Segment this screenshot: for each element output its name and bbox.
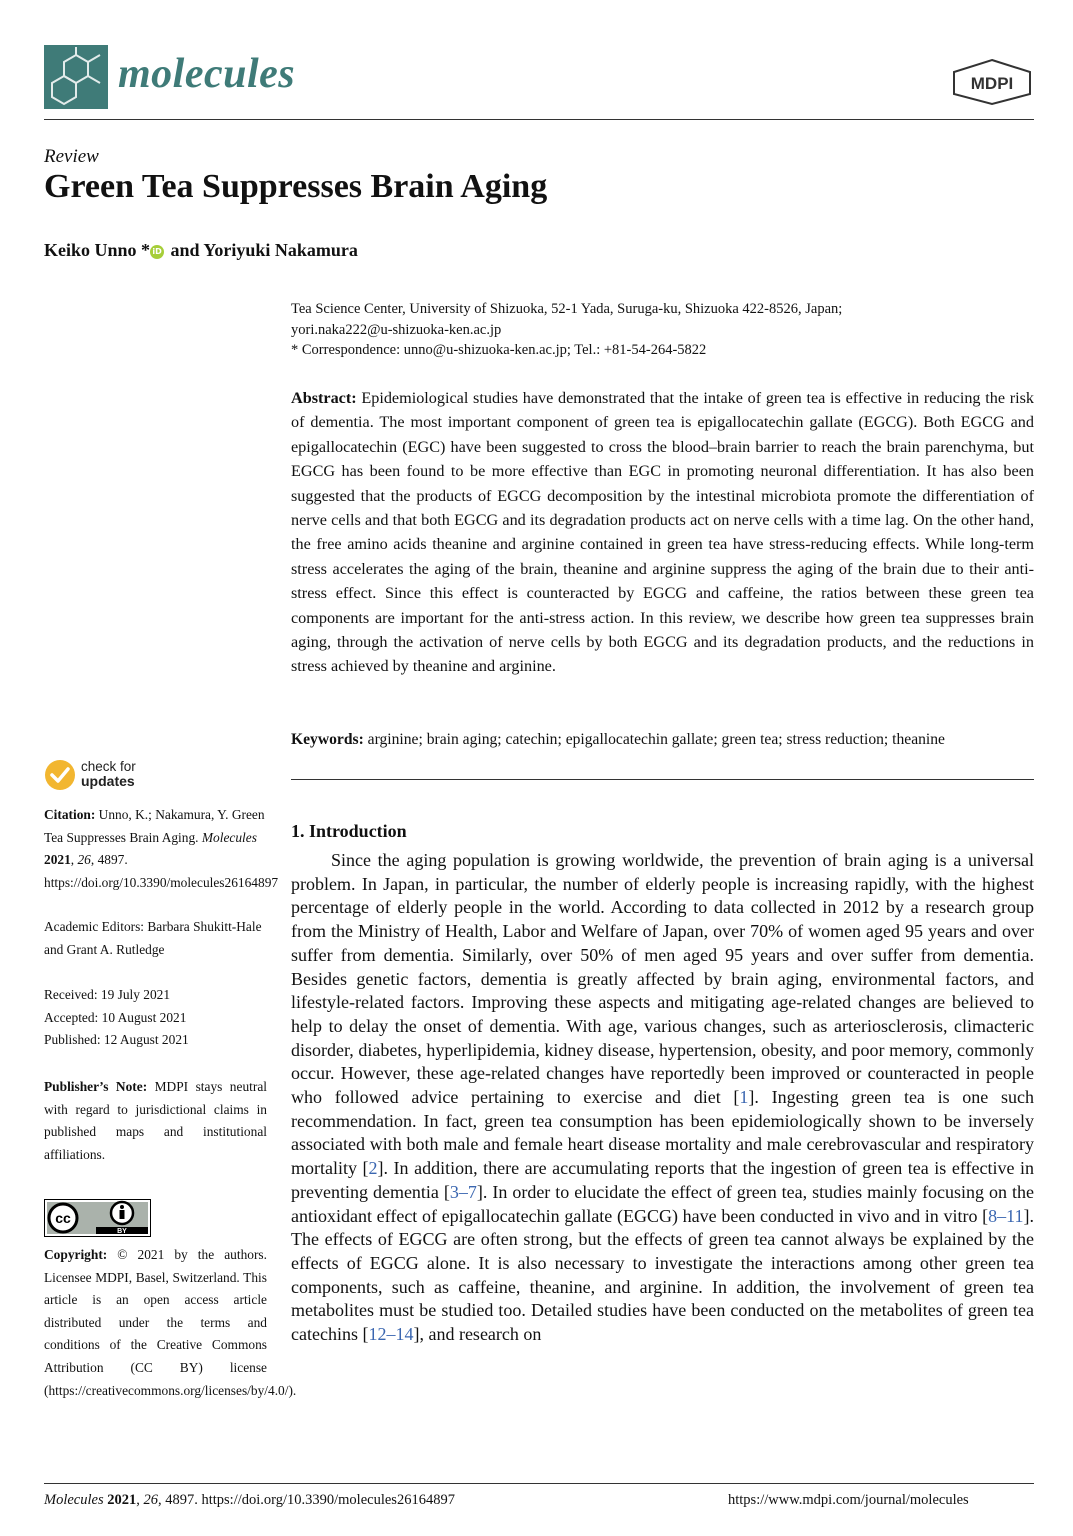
accepted-date: Accepted: 10 August 2021 (44, 1009, 187, 1025)
orcid-icon[interactable]: iD (150, 245, 164, 259)
section-divider (291, 779, 1034, 780)
svg-text:cc: cc (55, 1210, 71, 1226)
publisher-note (44, 1076, 267, 1166)
mdpi-logo-text: MDPI (970, 74, 1014, 93)
body-segment: Since the aging population is growing worldwide, the prevention of brain aging is a universal problem. In Japan, in particular, the number of elderly people is increasing rapidly, with the highest percentage of elderly people in the world. According to data collected in 2012 by a research group from the Ministry of Health, Labor and Welfare of Japan, over 70% of women aged 95 years and over suffer from dementia. Similarly, over 50% of men aged 95 years and over suffer from dementia. Besides genetic factors, dementia is greatly affected by brain aging, environmental factors, and lifestyle-related factors. Improving these aspects and mitigating age-related changes are believed to help to delay the onset of dementia. With age, various changes, such as arteriosclerosis, climacteric disorder, diabetes, hyperlipidemia, kidney disease, hypertension, obesity, and poor memory, commonly occur. However, these age-related changes have reportedly been improved or counteracted in people who followed advice pertaining to exercise and diet [ (291, 850, 1034, 1108)
authors (44, 240, 358, 261)
cc-badge-text: BY (117, 1228, 127, 1235)
article-type: Review (44, 146, 99, 167)
publisher-note-text: MDPI stays neutral with regard to jurisdictional claims in published maps and institutional affiliations. (44, 1079, 267, 1162)
copyright-label: Copyright: (44, 1247, 108, 1262)
article-title: Green Tea Suppresses Brain Aging (44, 168, 548, 205)
correspondence-line: * Correspondence: unno@u-shizuoka-ken.ac.jp; Tel.: +81-54-264-5822 (291, 342, 707, 358)
citation-year: 2021 (44, 852, 71, 868)
publisher-note-label: Publisher’s Note: (44, 1079, 148, 1094)
body-segment: ]. In order to elucidate the effect of green tea, studies mainly focusing on the antioxidant effect of epigallocatechin gallate (EGCG) have been conducted in vivo and in vitro [ (291, 1181, 1034, 1226)
keywords (291, 730, 1036, 750)
reference-link[interactable]: 8–11 (988, 1205, 1024, 1226)
body-text (291, 849, 1034, 1347)
affiliation (291, 299, 1036, 361)
body-segment: ]. In addition, there are accumulating reports that the ingestion of green tea is effective in preventing dementia [ (291, 1158, 1034, 1202)
footer-year: 2021 (103, 1492, 137, 1508)
abstract-text: Epidemiological studies have demonstrated that the intake of green tea is effective in reducing the risk of dementia. The most important component of green tea is epigallocatechin gallate (EGCG). Both EGCG and epigallocatechin (EGC) have been suggested to cross the blood–brain barrier to reach the brain parenchyma, but EGCG has been found to be more effective than EGC in promoting neuronal differentiation. It has also been suggested that the products of EGCG decomposition by the intestinal microbiota promote the differentiation of nerve cells and that both EGCG and its degradation products act on nerve cells with a time lag. On the other hand, the free amino acids theanine and arginine contained in green tea have stress-reducing effects. While long-term stress accelerates the aging of the brain, theanine and arginine suppress the aging of the brain due to their anti-stress effect. Since this effect is counteracted by EGCG and caffeine, the ratios between these green tea components are important for the anti-stress action. In this review, we describe how green tea suppresses brain aging, through the activation of nerve cells by both EGCG and its degradation products, and the reductions in stress achieved by theanine and arginine. (291, 389, 1034, 676)
cc-by-license-icon[interactable] (44, 1199, 151, 1237)
section-heading: 1. Introduction (291, 821, 407, 841)
citation-journal: Molecules (201, 829, 257, 845)
abstract (291, 386, 1034, 679)
footer-journal-url[interactable]: https://www.mdpi.com/journal/molecules (728, 1492, 969, 1508)
reference-link[interactable]: 1 (739, 1087, 749, 1108)
body-segment: ], and research on (413, 1324, 542, 1345)
affiliation-email[interactable]: yori.naka222@u-shizuoka-ken.ac.jp (291, 321, 502, 338)
journal-name: molecules (118, 51, 296, 97)
body-segment: ]. The effects of EGCG are often strong, but the effects of green tea cannot always be explained by the effects of EGCG alone. It is also necessary to investigate the interactions among other green tea components, such as caffeine, theanine, and arginine. In addition, the involvement of green tea metabolites must be studied too. Detailed studies have been conducted on the metabolites of green tea catechins [ (291, 1205, 1034, 1345)
received-date: Received: 19 July 2021 (44, 987, 171, 1002)
body-segment: ]. Ingesting green tea is one such recommendation. In fact, green tea consumption has been epidemiologically shown to be inversely associated with both male and female heart disease mortality and male cerebrovascular and respiratory mortality [ (291, 1087, 1034, 1179)
author-first[interactable]: Keiko Unno * (44, 240, 151, 260)
mdpi-logo-icon (950, 58, 1034, 106)
published-date: Published: 12 August 2021 (44, 1032, 189, 1048)
citation (44, 804, 279, 894)
footer-volume: 26 (143, 1492, 158, 1508)
reference-link[interactable]: 2 (368, 1158, 378, 1179)
check-updates-line2: updates (81, 773, 135, 789)
abstract-label: Abstract: (291, 389, 357, 407)
keywords-label: Keywords: (291, 731, 364, 748)
affiliation-line: Tea Science Center, University of Shizuoka, 52-1 Yada, Suruga-ku, Shizuoka 422-8526, Japan; (291, 301, 843, 317)
footer-citation (44, 1492, 455, 1509)
check-updates-line1: check for (81, 759, 136, 774)
reference-link[interactable]: 3–7 (449, 1181, 477, 1202)
citation-label: Citation: (44, 807, 96, 822)
author-rest[interactable]: and Yoriyuki Nakamura (166, 240, 358, 260)
citation-sep: , (70, 852, 78, 868)
copyright-text: © 2021 by the authors. Licensee MDPI, Basel, Switzerland. This article is an open access article distributed under the terms and conditions of the Creative Commons Attribution (CC BY) license (https://creativecommons.org/licenses/by/4.0/). (44, 1247, 297, 1398)
copyright (44, 1244, 297, 1402)
citation-volume: 26 (77, 852, 91, 868)
citation-doi[interactable]: , 4897. https://doi.org/10.3390/molecules26164897 (44, 852, 279, 890)
article-dates (44, 984, 267, 1052)
intro-paragraph (291, 849, 1034, 1347)
footer-doi[interactable]: , 4897. https://doi.org/10.3390/molecules26164897 (157, 1492, 455, 1508)
academic-editors: Academic Editors: Barbara Shukitt-Hale and Grant A. Rutledge (44, 919, 262, 957)
footer-sep: , (136, 1492, 144, 1508)
check-updates-icon (44, 759, 76, 791)
footer-journal: Molecules (44, 1492, 104, 1508)
keywords-text: arginine; brain aging; catechin; epigallocatechin gallate; green tea; stress reduction; theanine (363, 731, 945, 748)
reference-link[interactable]: 12–14 (368, 1324, 414, 1345)
check-for-updates-badge[interactable] (44, 759, 174, 795)
footer-divider (44, 1483, 1034, 1484)
header-divider (44, 119, 1034, 120)
citation-text: Unno, K.; Nakamura, Y. Green Tea Suppresses Brain Aging. (44, 807, 265, 845)
journal-logo-icon (44, 45, 108, 109)
